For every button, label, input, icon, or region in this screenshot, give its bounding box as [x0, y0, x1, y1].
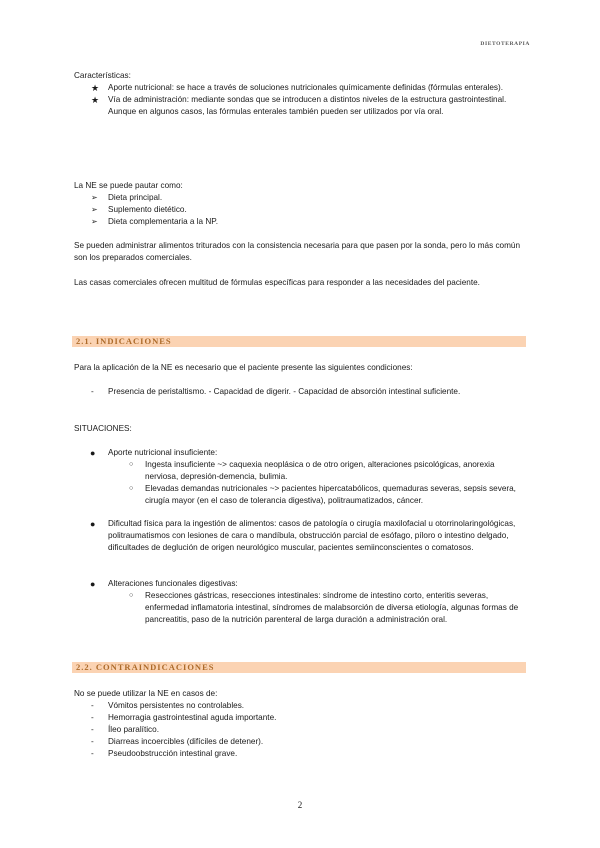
section-title: 2.1. INDICACIONES [76, 336, 172, 346]
section-heading-indicaciones [72, 336, 526, 347]
list-item-text: Suplemento dietético. [108, 205, 187, 214]
list-item [74, 94, 526, 118]
list-item [74, 748, 526, 760]
dash-bullet-icon: - [91, 725, 94, 734]
list-item-text: Hemorragia gastrointestinal aguda importante. [108, 713, 277, 722]
situation-label: Aporte nutricional insuficiente: [108, 448, 218, 457]
list-item-text: Aporte nutricional: se hace a través de soluciones nutricionales químicamente definidas (fórmulas enterales). [108, 83, 504, 92]
circle-bullet-icon: ○ [129, 592, 134, 599]
arrow-bullet-icon: ➢ [91, 205, 98, 214]
situation-dificultad [74, 518, 526, 554]
circle-bullet-icon: ○ [129, 461, 134, 468]
dash-bullet-icon: - [91, 701, 94, 710]
sub-list-item-text: Elevadas demandas nutricionales ~> pacientes hipercatabólicos, quemaduras severas, sepsis severa, cirugía mayor (en el caso de tolerancia digestiva), politraumatizados, cáncer. [145, 484, 516, 505]
sub-list-item [74, 590, 526, 626]
situation-alteraciones [74, 578, 526, 626]
list-item-text: Diarreas incoercibles (difíciles de detener). [108, 737, 264, 746]
contraindicaciones-intro: No se puede utilizar la NE en casos de: [74, 689, 218, 698]
caracteristicas-block [74, 70, 526, 118]
dot-bullet-icon: ● [90, 448, 96, 458]
running-header: DIETOTERAPIA [480, 41, 530, 47]
list-item-text: Íleo paralítico. [108, 725, 159, 734]
list-item-text: Vómitos persistentes no controlables. [108, 701, 245, 710]
dot-bullet-icon: ● [90, 579, 96, 589]
indicaciones-intro: Para la aplicación de la NE es necesario que el paciente presente las siguientes condiciones: [74, 363, 413, 372]
condition-row [74, 386, 526, 398]
page-number: 2 [297, 800, 303, 810]
dash-bullet-icon: - [91, 713, 94, 722]
list-item [74, 736, 526, 748]
sub-list-item-text: Resecciones gástricas, resecciones intestinales: síndrome de intestino corto, enteritis severas, enfermedad inflamatoria intestinal, síndromes de malabsorción de diversa etiología, algunas formas de pancreatitis, paso de la nutrición parenteral de larga duración a administración oral. [145, 591, 519, 624]
condition-text: Presencia de peristaltismo. - Capacidad de digerir. - Capacidad de absorción intestinal suficiente. [108, 387, 461, 396]
dot-bullet-icon: ● [90, 519, 96, 529]
section-heading-contraindicaciones [72, 662, 526, 673]
sub-list-item [74, 459, 526, 483]
circle-bullet-icon: ○ [129, 485, 134, 492]
pautar-block [74, 180, 526, 228]
list-item [74, 204, 526, 216]
list-item-text: Dieta principal. [108, 193, 163, 202]
list-item [74, 724, 526, 736]
list-item [74, 192, 526, 204]
dash-bullet-icon: - [91, 737, 94, 746]
sub-list-item [74, 483, 526, 507]
dash-bullet-icon: - [91, 387, 94, 396]
arrow-bullet-icon: ➢ [91, 193, 98, 202]
list-item-text: Vía de administración: mediante sondas que se introducen a distintos niveles de la estructura gastrointestinal. Aunque en algunos casos, las fórmulas enterales también pueden ser utilizados por vía oral. [108, 95, 507, 116]
list-item [74, 82, 526, 94]
situation-aporte [74, 447, 526, 507]
situation-label: Alteraciones funcionales digestivas: [108, 579, 238, 588]
star-bullet-icon: ★ [91, 95, 100, 105]
caracteristicas-title: Características: [74, 71, 131, 80]
list-item [74, 712, 526, 724]
list-item [74, 700, 526, 712]
section-title: 2.2. CONTRAINDICACIONES [76, 662, 215, 672]
list-item [74, 216, 526, 228]
situaciones-title: SITUACIONES: [74, 424, 132, 433]
paragraph-triturados: Se pueden administrar alimentos triturados con la consistencia necesaria para que pasen por la sonda, pero lo más común son los preparados comerciales. [74, 241, 521, 262]
list-item-text: Pseudoobstrucción intestinal grave. [108, 749, 238, 758]
paragraph-casas-comerciales: Las casas comerciales ofrecen multitud de fórmulas específicas para responder a las necesidades del paciente. [74, 278, 480, 287]
list-item-text: Dieta complementaria a la NP. [108, 217, 218, 226]
sub-list-item-text: Ingesta insuficiente ~> caquexia neoplásica o de otro origen, alteraciones psicológicas, anorexia nerviosa, depresión-demencia, bulimia. [145, 460, 495, 481]
star-bullet-icon: ★ [91, 83, 100, 93]
arrow-bullet-icon: ➢ [91, 217, 98, 226]
dash-bullet-icon: - [91, 749, 94, 758]
situation-label: Dificultad física para la ingestión de alimentos: casos de patología o cirugía maxilofacial u otorrinolaringológicas, politraumatismos con lesiones de cara o mandíbula, obstrucción parcial de esófago, píloro o intestino delgado, dificultades de deglución de origen neurológico muscular, pacientes semiinconscientes o comatosos. [108, 519, 516, 552]
contraindicaciones-block [74, 688, 526, 760]
pautar-title: La NE se puede pautar como: [74, 181, 183, 190]
